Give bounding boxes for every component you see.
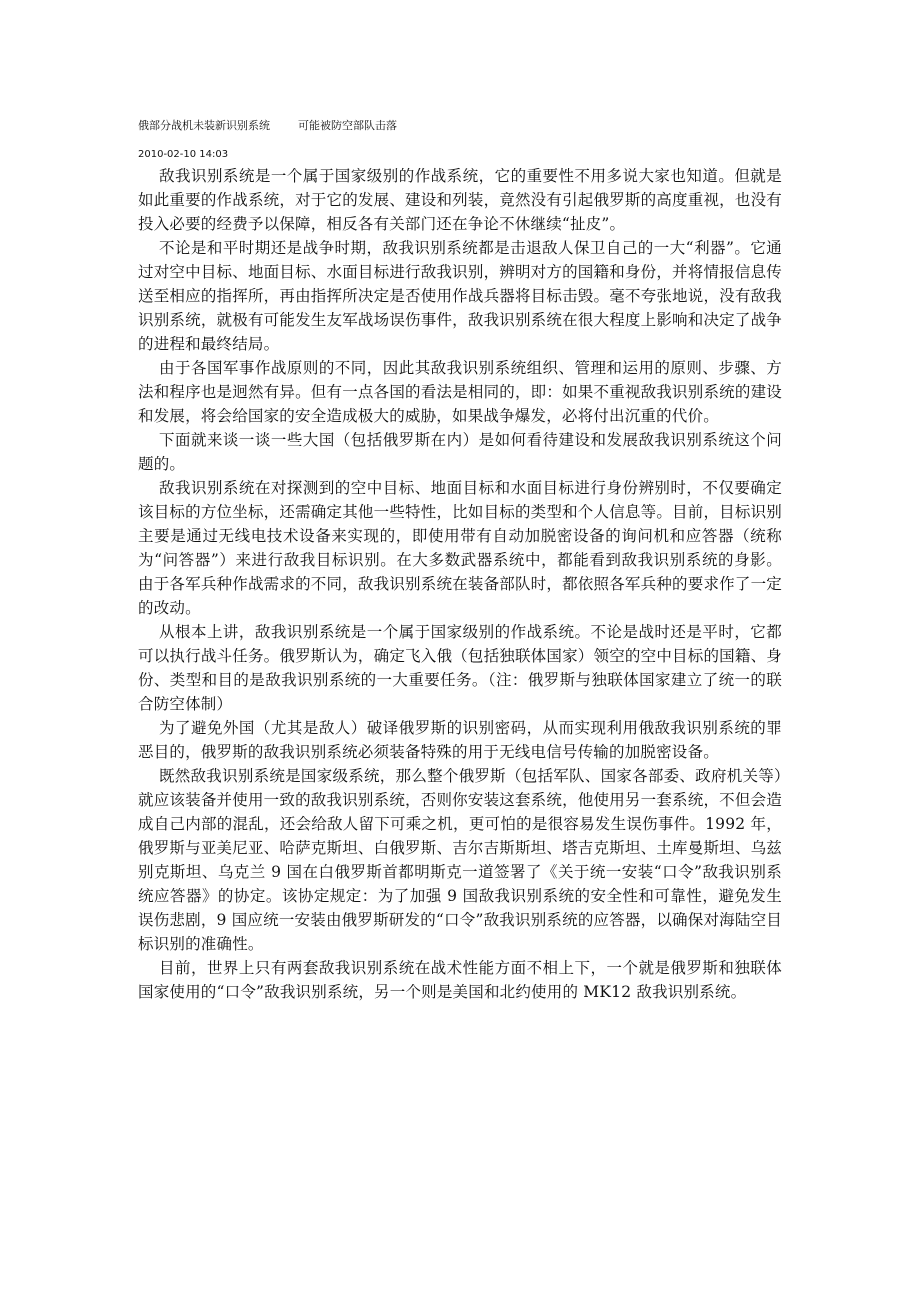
paragraph-2: 不论是和平时期还是战争时期，敌我识别系统都是击退敌人保卫自己的一大“利器”。它通过对空中目标、地面目标、水面目标进行敌我识别，辨明对方的国籍和身份，并将情报信息传送至相应的指挥所，再由指挥所决定是否使用作战兵器将目标击毁。毫不夸张地说，没有敌我识别系统，就极有可能发生友军战场误伤事件，敌我识别系统在很大程度上影响和决定了战争的进程和最终结局。: [138, 239, 782, 353]
article-date: 2010-02-10 14:03: [138, 149, 229, 160]
article-body: [138, 164, 782, 1004]
article-title: 俄部分战机未装新识别系统 可能被防空部队击落: [138, 119, 397, 132]
paragraph-9: 目前，世界上只有两套敌我识别系统在战术性能方面不相上下，一个就是俄罗斯和独联体国家使用的“口令”敌我识别系统，另一个则是美国和北约使用的 MK12 敌我识别系统。: [138, 959, 782, 1001]
paragraph-5: 敌我识别系统在对探测到的空中目标、地面目标和水面目标进行身份辨别时，不仅要确定该目标的方位坐标，还需确定其他一些特性，比如目标的类型和个人信息等。目前，目标识别主要是通过无线电技术设备来实现的，即使用带有自动加脱密设备的询问机和应答器（统称为“问答器”）来进行敌我目标识别。在大多数武器系统中，都能看到敌我识别系统的身影。由于各军兵种作战需求的不同，敌我识别系统在装备部队时，都依照各军兵种的要求作了一定的改动。: [138, 479, 782, 617]
paragraph-7: 为了避免外国（尤其是敌人）破译俄罗斯的识别密码，从而实现利用俄敌我识别系统的罪恶目的，俄罗斯的敌我识别系统必须装备特殊的用于无线电信号传输的加脱密设备。: [138, 719, 782, 761]
paragraph-8: 既然敌我识别系统是国家级系统，那么整个俄罗斯（包括军队、国家各部委、政府机关等）就应该装备并使用一致的敌我识别系统，否则你安装这套系统，他使用另一套系统，不但会造成自己内部的混乱，还会给敌人留下可乘之机，更可怕的是很容易发生误伤事件。1992 年，俄罗斯与亚美尼亚、哈萨克斯坦、白俄罗斯、吉尔吉斯斯坦、塔吉克斯坦、土库曼斯坦、乌兹别克斯坦、乌克兰 9 国在白俄罗斯首都明斯克一道签署了《关于统一安装“口令”敌我识别系统应答器》的协定。该协定规定：为了加强 9 国敌我识别系统的安全性和可靠性，避免发生误伤悲剧，9 国应统一安装由俄罗斯研发的“口令”敌我识别系统的应答器，以确保对海陆空目标识别的准确性。: [138, 767, 782, 953]
document-page: [138, 118, 782, 1004]
paragraph-4: 下面就来谈一谈一些大国（包括俄罗斯在内）是如何看待建设和发展敌我识别系统这个问题的。: [138, 431, 782, 473]
paragraph-1: 敌我识别系统是一个属于国家级别的作战系统，它的重要性不用多说大家也知道。但就是如此重要的作战系统，对于它的发展、建设和列装，竟然没有引起俄罗斯的高度重视，也没有投入必要的经费予以保障，相反各有关部门还在争论不休继续“扯皮”。: [138, 167, 782, 233]
paragraph-3: 由于各国军事作战原则的不同，因此其敌我识别系统组织、管理和运用的原则、步骤、方法和程序也是迥然有异。但有一点各国的看法是相同的，即：如果不重视敌我识别系统的建设和发展，将会给国家的安全造成极大的威胁，如果战争爆发，必将付出沉重的代价。: [138, 359, 782, 425]
paragraph-6: 从根本上讲，敌我识别系统是一个属于国家级别的作战系统。不论是战时还是平时，它都可以执行战斗任务。俄罗斯认为，确定飞入俄（包括独联体国家）领空的空中目标的国籍、身份、类型和目的是敌我识别系统的一大重要任务。（注：俄罗斯与独联体国家建立了统一的联合防空体制）: [138, 623, 782, 713]
